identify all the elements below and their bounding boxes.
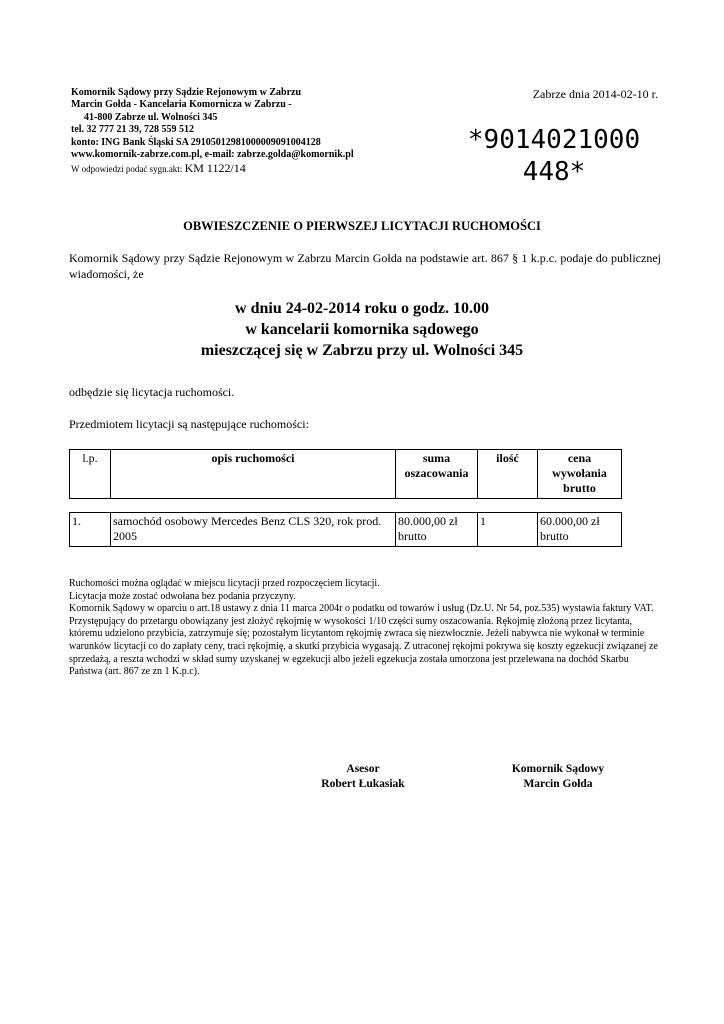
header-starting-price: cena wywołania brutto [538, 450, 622, 499]
header-quantity: ilość [478, 450, 538, 499]
intro-paragraph: Komornik Sądowy przy Sądzie Rejonowym w Zabrzu Marcin Gołda na podstawie art. 867 § 1 k.p.c. podaje do publicznej wiadomości, że [69, 251, 661, 281]
subject-statement: Przedmiotem licytacji są następujące ruchomości: [69, 417, 309, 431]
items-table-header [69, 449, 622, 499]
sender-line-2: Marcin Gołda - Kancelaria Komornicza w Zabrzu - [71, 99, 292, 111]
cell-description: samochód osobowy Mercedes Benz CLS 320, rok prod. 2005 [111, 513, 396, 547]
note-vat: Komornik Sądowy w oparciu o art.18 ustawy z dnia 11 marca 2004r o podatku od towarów i usług (Dz.U. Nr 54, poz.535) wystawia faktury VAT. [69, 603, 654, 615]
reference-label: W odpowiedzi podać sygn.akt: [71, 164, 185, 175]
items-table [69, 512, 622, 547]
cell-lp: 1. [70, 513, 111, 547]
reference-line [71, 162, 411, 175]
sender-phone: tel. 32 777 21 39, 728 559 512 [71, 124, 195, 136]
sender-header [71, 87, 411, 176]
note-cancellation: Licytacja może zostać odwołana bez podania przyczyny. [69, 590, 296, 602]
assessor-title: Asesor [346, 763, 380, 775]
bailiff-name: Marcin Gołda [523, 778, 593, 790]
auction-event [40, 298, 684, 361]
table-header-row [70, 450, 622, 499]
bailiff-title: Komornik Sądowy [511, 763, 605, 775]
event-place-line: w kancelarii komornika sądowego [245, 321, 479, 338]
header-description: opis ruchomości [111, 450, 396, 499]
cell-starting-price: 60.000,00 zł brutto [538, 513, 622, 547]
sender-web: www.komornik-zabrze.com.pl, e-mail: zabrze.golda@komornik.pl [71, 149, 354, 161]
cell-estimated-sum: 80.000,00 zł brutto [396, 513, 478, 547]
document-title: OBWIESZCZENIE O PIERWSZEJ LICYTACJI RUCHOMOŚCI [183, 219, 541, 233]
header-estimated-sum: suma oszacowania [396, 450, 478, 499]
bailiff-signature [498, 762, 618, 792]
assessor-signature [308, 762, 418, 792]
table-row [70, 513, 622, 547]
sender-address: 41-800 Zabrze ul. Wolności 345 [84, 111, 218, 123]
reference-value: KM 1122/14 [184, 161, 246, 176]
document-date: Zabrze dnia 2014-02-10 r. [532, 87, 658, 101]
sender-account: konto: ING Bank Śląski SA 29105012981000009091004128 [71, 136, 321, 148]
assessor-name: Robert Łukasiak [321, 778, 405, 790]
barcode-line-1: *9014021000 [467, 125, 641, 155]
barcode-number [440, 124, 668, 188]
note-deposit: Przystępujący do przetargu obowiązany jest złożyć rękojmię w wysokości 1/10 części sumy oszacowania. Rękojmię złożoną przez licytanta, któremu udzielono przybicia, zatrzymuje się; pozostałym licytantom rękojmię zwraca się niezwłocznie. Jeżeli nabywca nie wykonał w terminie warunków licytacji co do zapłaty ceny, traci rękojmię, a skutki przybicia wygasają. Z utraconej rękojmi pokrywa się koszty egzekucji związanej ze sprzedażą, a reszta wchodzi w skład sumy uzyskanej w egzekucji albo jeżeli egzekucja została umorzona jest przelewana na dochód Skarbu Państwa (art. 867 ze zn 1 K.p.c). [69, 615, 658, 678]
barcode-line-2: 448* [522, 157, 586, 187]
cell-quantity: 1 [478, 513, 538, 547]
note-viewing: Ruchomości można oglądać w miejscu licytacji przed rozpoczęciem licytacji. [69, 578, 380, 589]
auction-statement: odbędzie się licytacja ruchomości. [69, 385, 235, 399]
header-lp: l.p. [70, 450, 111, 499]
event-date-line: w dniu 24-02-2014 roku o godz. 10.00 [235, 300, 489, 317]
sender-line-1: Komornik Sądowy przy Sądzie Rejonowym w Zabrzu [71, 87, 302, 98]
terms-notes [69, 578, 659, 679]
event-address-line: mieszczącej się w Zabrzu przy ul. Wolności 345 [200, 342, 524, 359]
